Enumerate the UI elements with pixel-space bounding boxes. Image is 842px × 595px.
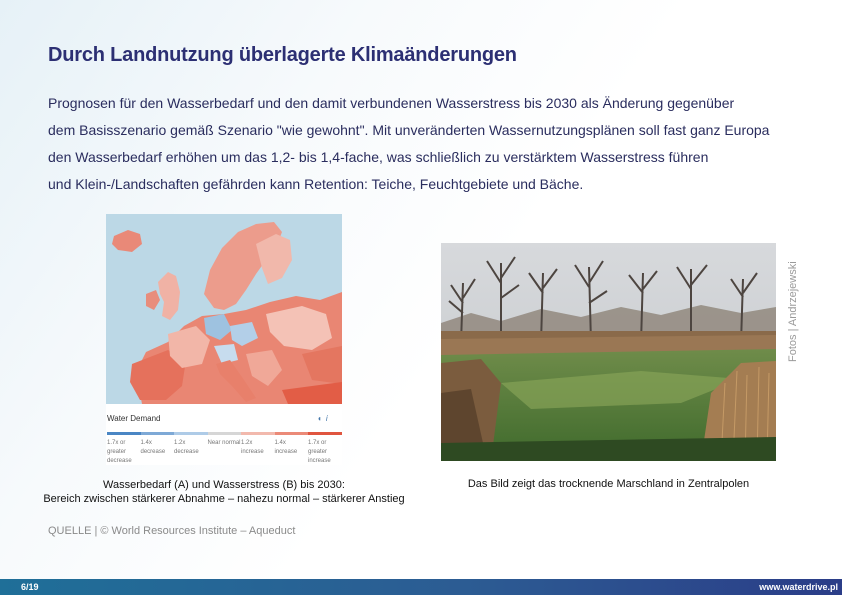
legend-swatch <box>308 432 342 435</box>
legend-title: Water Demand <box>107 414 161 423</box>
legend-swatch <box>275 432 309 435</box>
map-caption-line: Bereich zwischen stärkerer Abnahme – nahezu normal – stärkerer Anstieg <box>43 493 405 505</box>
legend-swatch <box>208 432 242 435</box>
legend-label: 1.4x increase <box>274 440 298 455</box>
legend-swatch <box>241 432 275 435</box>
intro-line: den Wasserbedarf erhöhen um das 1,2- bis 1,4-fache, was schließlich zu verstärktem Wasserstress führen <box>48 149 709 165</box>
legend-label: Near normal <box>207 440 241 446</box>
footer-bar <box>0 579 842 595</box>
legend-swatch <box>141 432 175 435</box>
info-circle-icon[interactable]: ◖ <box>317 414 326 423</box>
legend-controls <box>317 414 332 423</box>
legend-label: 1.4x decrease <box>140 440 166 455</box>
europe-map-image <box>106 214 342 404</box>
website-link[interactable]: www.waterdrive.pl <box>759 582 838 592</box>
legend-swatch <box>107 432 141 435</box>
photo-caption: Das Bild zeigt das trocknende Marschland in Zentralpolen <box>467 478 750 490</box>
source-note: QUELLE | © World Resources Institute – Aqueduct <box>48 525 296 537</box>
map-caption <box>20 478 428 506</box>
water-demand-map <box>106 214 342 465</box>
legend-label: 1.2x increase <box>241 440 264 455</box>
legend-label: 1.2x decrease <box>174 440 199 455</box>
legend-label: 1.7x or greater decrease <box>107 440 132 464</box>
legend-label: 1.7x or greater increase <box>308 440 331 464</box>
info-italic-icon[interactable]: i <box>325 414 332 423</box>
map-caption-line: Wasserbedarf (A) und Wasserstress (B) bis 2030: <box>103 479 345 491</box>
legend-color-bar <box>107 432 342 435</box>
slide-title: Durch Landnutzung überlagerte Klimaänderungen <box>48 44 517 66</box>
legend-swatch <box>174 432 208 435</box>
page-number: 6/19 <box>21 582 39 592</box>
intro-paragraph <box>48 92 808 200</box>
intro-line: und Klein-/Landschaften gefährden kann Retention: Teiche, Feuchtgebiete und Bäche. <box>48 176 584 192</box>
marshland-photo <box>441 243 776 461</box>
intro-line: Prognosen für den Wasserbedarf und den damit verbundenen Wasserstress bis 2030 als Änderung gegenüber <box>48 95 735 111</box>
marshland-photo-image <box>441 243 776 461</box>
legend-labels <box>107 439 342 465</box>
photo-credit: Fotos | Andrzejewski <box>787 261 799 362</box>
intro-line: dem Basisszenario gemäß Szenario "wie gewohnt". Mit unveränderten Wassernutzungsplänen soll fast ganz Europa <box>48 122 770 138</box>
